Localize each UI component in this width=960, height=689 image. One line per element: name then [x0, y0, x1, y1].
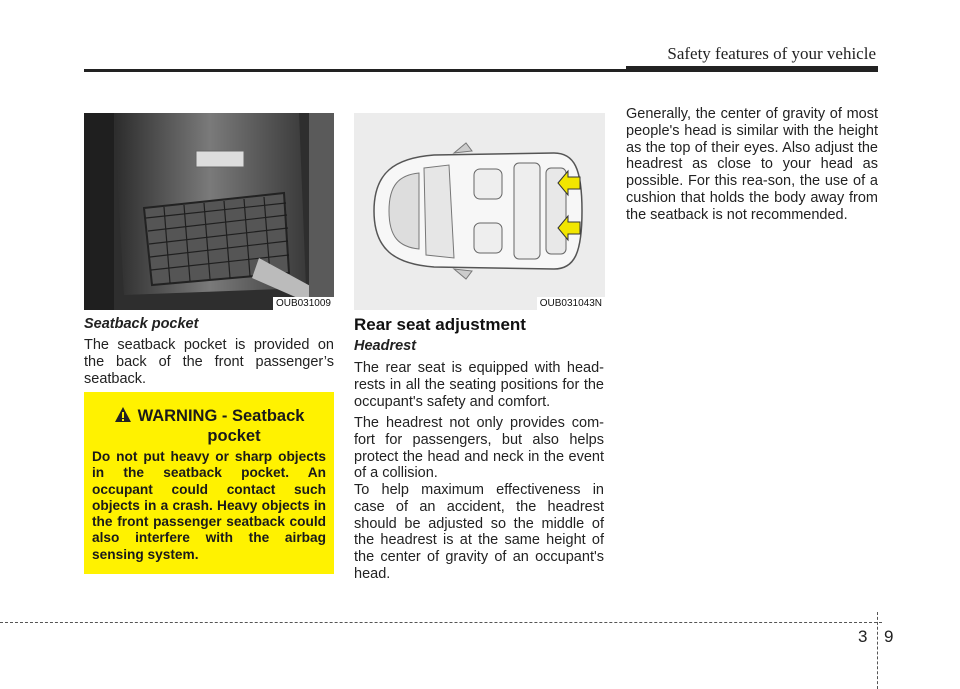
headrest-para-1: The rear seat is equipped with head-rests in all the seating positions for the occupant's safety and comfort.: [354, 360, 604, 410]
rear-seat-heading: Rear seat adjustment: [354, 315, 526, 334]
warning-title-line2: pocket: [207, 427, 261, 445]
headrest-para-2: The headrest not only provides com-fort for passengers, but also helps protect the head and neck in the event of a collision.: [354, 415, 604, 482]
section-title: Safety features of your vehicle: [667, 44, 876, 63]
seatback-pocket-heading: Seatback pocket: [84, 316, 199, 332]
diagram-code: OUB031043N: [537, 297, 605, 310]
footer-divider: [877, 612, 878, 689]
warning-box: [84, 392, 334, 574]
warning-text: Do not put heavy or sharp objects in the seatback pocket. An occupant could contact such objects in a crash. Heavy objects in the front passenger seatback could also interfere with the airbag sensing system.: [92, 449, 326, 562]
warning-title-line1: WARNING - Seatback: [137, 407, 305, 425]
chapter-number: 3: [858, 627, 868, 646]
seatback-illustration: [84, 113, 334, 310]
headrest-subheading: Headrest: [354, 338, 417, 354]
photo-code: OUB031009: [273, 297, 334, 310]
header-rule: [84, 69, 626, 72]
page-number: 9: [884, 627, 894, 646]
header-bar: [626, 66, 878, 72]
warning-icon: [114, 406, 132, 427]
car-topview-illustration: [354, 113, 605, 310]
seatback-pocket-text: The seatback pocket is provided on the back of the front passenger’s seatback.: [84, 337, 334, 387]
warning-title: [84, 406, 334, 445]
headrest-diagram: [354, 113, 605, 310]
seatback-pocket-photo: [84, 113, 334, 310]
headrest-para-3: To help maximum effectiveness in case of an accident, the headrest should be adjusted so the middle of the headrest is at the same height of the center of gravity of an occupant's head.: [354, 482, 604, 582]
footer-rule: [0, 622, 882, 623]
headrest-para-4: Generally, the center of gravity of most people's head is similar with the height as the top of their eyes. Also adjust the headrest as close to your head as possible. For this rea-son, the use of a cushion that holds the body away from the seatback is not recommended.: [626, 106, 878, 223]
